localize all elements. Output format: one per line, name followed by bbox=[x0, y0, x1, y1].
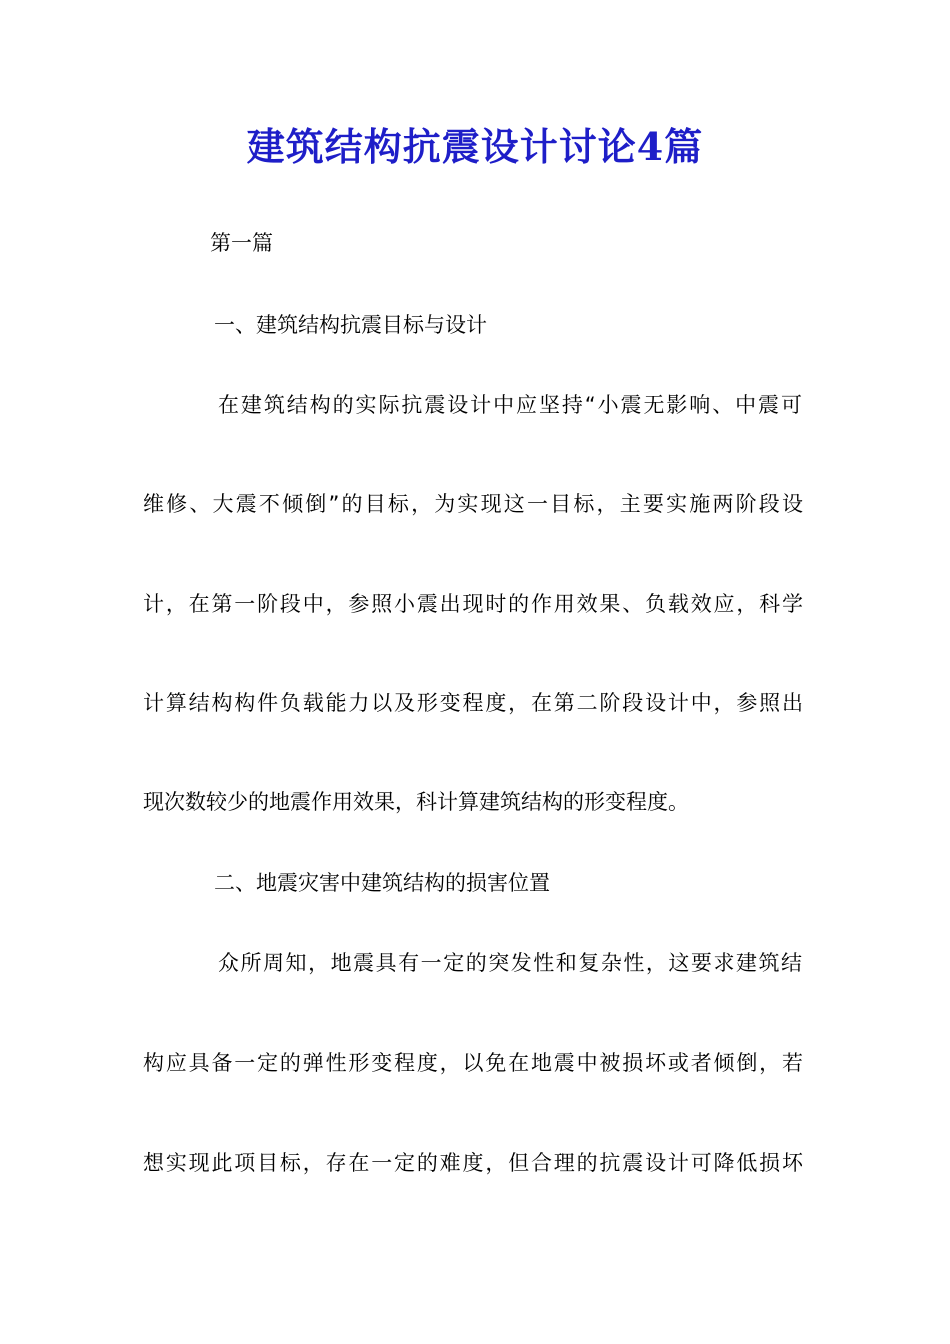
paragraph-line: 想实现此项目标，存在一定的难度，但合理的抗震设计可降低损坏 bbox=[143, 1151, 803, 1175]
paragraph-line: 在建筑结构的实际抗震设计中应坚持“小震无影响、中震可 bbox=[218, 393, 802, 417]
section-heading-2: 二、地震灾害中建筑结构的损害位置 bbox=[214, 871, 550, 895]
paragraph-line: 现次数较少的地震作用效果，科计算建筑结构的形变程度。 bbox=[143, 790, 689, 814]
paragraph-line: 维修、大震不倾倒”的目标，为实现这一目标，主要实施两阶段设 bbox=[143, 492, 803, 516]
paragraph-line: 构应具备一定的弹性形变程度，以免在地震中被损坏或者倾倒，若 bbox=[143, 1051, 803, 1075]
paragraph-line: 计，在第一阶段中，参照小震出现时的作用效果、负载效应，科学 bbox=[143, 592, 803, 616]
section-heading-1: 一、建筑结构抗震目标与设计 bbox=[214, 313, 487, 337]
paragraph-line: 计算结构构件负载能力以及形变程度，在第二阶段设计中，参照出 bbox=[143, 691, 803, 715]
part-label: 第一篇 bbox=[210, 231, 273, 255]
paragraph-line: 众所周知，地震具有一定的突发性和复杂性，这要求建筑结 bbox=[218, 951, 802, 975]
document-title: 建筑结构抗震设计讨论4篇 bbox=[246, 124, 704, 169]
